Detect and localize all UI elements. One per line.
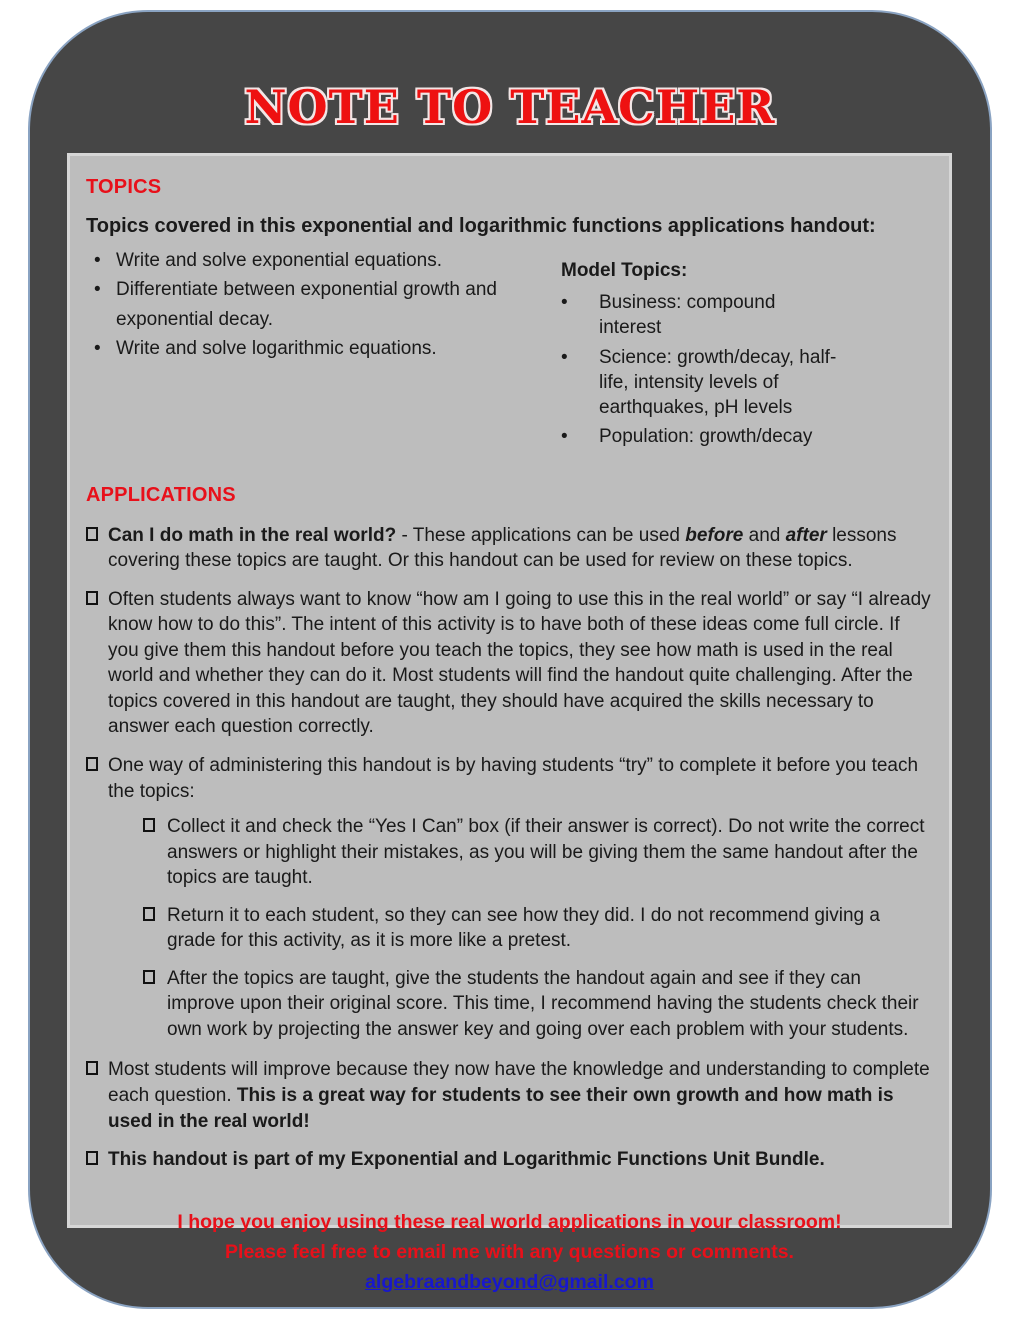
checkbox-icon [86,1061,98,1075]
topic-bullet-item [86,275,561,334]
checkbox-icon [143,907,155,921]
model-topic-text: Business: compound interest [599,292,776,339]
model-topics-heading: Model Topics: [561,260,688,281]
application-item [86,1057,933,1134]
bullet-dot-icon: • [94,279,101,301]
topics-bullet-list [86,246,561,454]
checkbox-icon-col [86,587,108,740]
checkbox-icon [86,1151,98,1165]
closing-line-2: Please feel free to email me with any questions or comments. [225,1240,794,1263]
topics-columns [86,246,933,454]
topic-bullet-text: Write and solve logarithmic equations. [116,338,437,360]
bullet-dot-icon: • [94,338,101,360]
application-text: Most students will improve because they now have the knowledge and understanding to complete each question. This is a great way for students to see their own growth and how math is used in the real world! [108,1059,930,1132]
model-topics-list [561,290,839,450]
model-topic-item [561,345,839,421]
application-text: Often students always want to know “how am I going to use this in the real world” or say “I already know how to do this”. The intent of this activity is to have both of these ideas come full circle. If you give them this handout before you teach the topics, they see how math is used in the real world and whether they can do it. Most students will find the handout quite challenging. After the topics covered in this handout are taught, they should have acquired the skills necessary to answer each question correctly. [108,588,931,738]
checkbox-icon-col [86,523,108,574]
application-text: This handout is part of my Exponential and Logarithmic Functions Unit Bundle. [108,1149,825,1171]
checkbox-icon-col [86,1147,108,1173]
bullet-dot-icon: • [561,292,568,313]
application-sub-item [143,814,933,891]
checkbox-icon [143,818,155,832]
model-topic-text: Science: growth/decay, half-life, intensity levels of earthquakes, pH levels [599,346,837,419]
application-sub-text: Return it to each student, so they can see how they did. I do not recommend giving a grade for this activity, as it is more like a pretest. [167,904,880,952]
application-item [86,587,933,740]
checkbox-icon-col [86,753,108,1044]
checkbox-icon-col [86,1057,108,1134]
checkbox-icon-col [143,814,167,891]
email-link[interactable]: algebraandbeyond@gmail.com [365,1271,654,1294]
note-card [30,12,990,1307]
topic-bullet-item [86,246,561,275]
application-item [86,1147,933,1173]
bullet-dot-icon: • [94,250,101,271]
application-text: Can I do math in the real world? - These applications can be used before and after lessons covering these topics are taught. Or this handout can be used for review on these topics. [108,524,897,572]
topic-bullet-text: Write and solve exponential equations. [116,250,443,271]
checkbox-icon [86,757,98,771]
topics-heading: TOPICS [86,176,162,198]
application-sub-text: Collect it and check the “Yes I Can” box (if their answer is correct). Do not write the correct answers or highlight their mistakes, as you will be giving them the same handout after the topics are taught. [167,816,925,889]
model-topic-item [561,424,839,449]
topics-intro: Topics covered in this exponential and logarithmic functions applications handout: [86,215,876,237]
checkbox-icon [143,970,155,984]
checkbox-icon [86,527,98,541]
application-sub-item [143,903,933,954]
page-title: NOTE TO TEACHER [244,80,776,134]
bullet-dot-icon: • [561,346,568,368]
checkbox-icon [86,591,98,605]
application-sub-text: After the topics are taught, give the students the handout again and see if they can improve upon their original score. This time, I recommend having the students check their own work by projecting the answer key and going over each problem with your students. [167,967,919,1040]
application-text [108,753,933,1044]
content-panel [67,153,952,1294]
checkbox-icon-col [143,903,167,954]
application-sub-list [143,814,933,1042]
model-topic-text: Population: growth/decay [599,426,813,448]
closing-message [86,1209,933,1296]
closing-line-1: I hope you enjoy using these real world applications in your classroom! [177,1210,842,1233]
checkbox-icon-col [143,966,167,1043]
application-item [86,753,933,1044]
bullet-dot-icon: • [561,426,568,448]
application-sub-item [143,966,933,1043]
model-topics-block [561,260,839,454]
topic-bullet-text: Differentiate between exponential growth and exponential decay. [116,279,497,330]
model-topic-item [561,290,839,341]
topic-bullet-item [86,334,561,363]
application-text-lead: One way of administering this handout is by having students “try” to complete it before you teach the topics: [108,754,919,802]
applications-heading: APPLICATIONS [86,483,236,506]
application-item [86,523,933,574]
